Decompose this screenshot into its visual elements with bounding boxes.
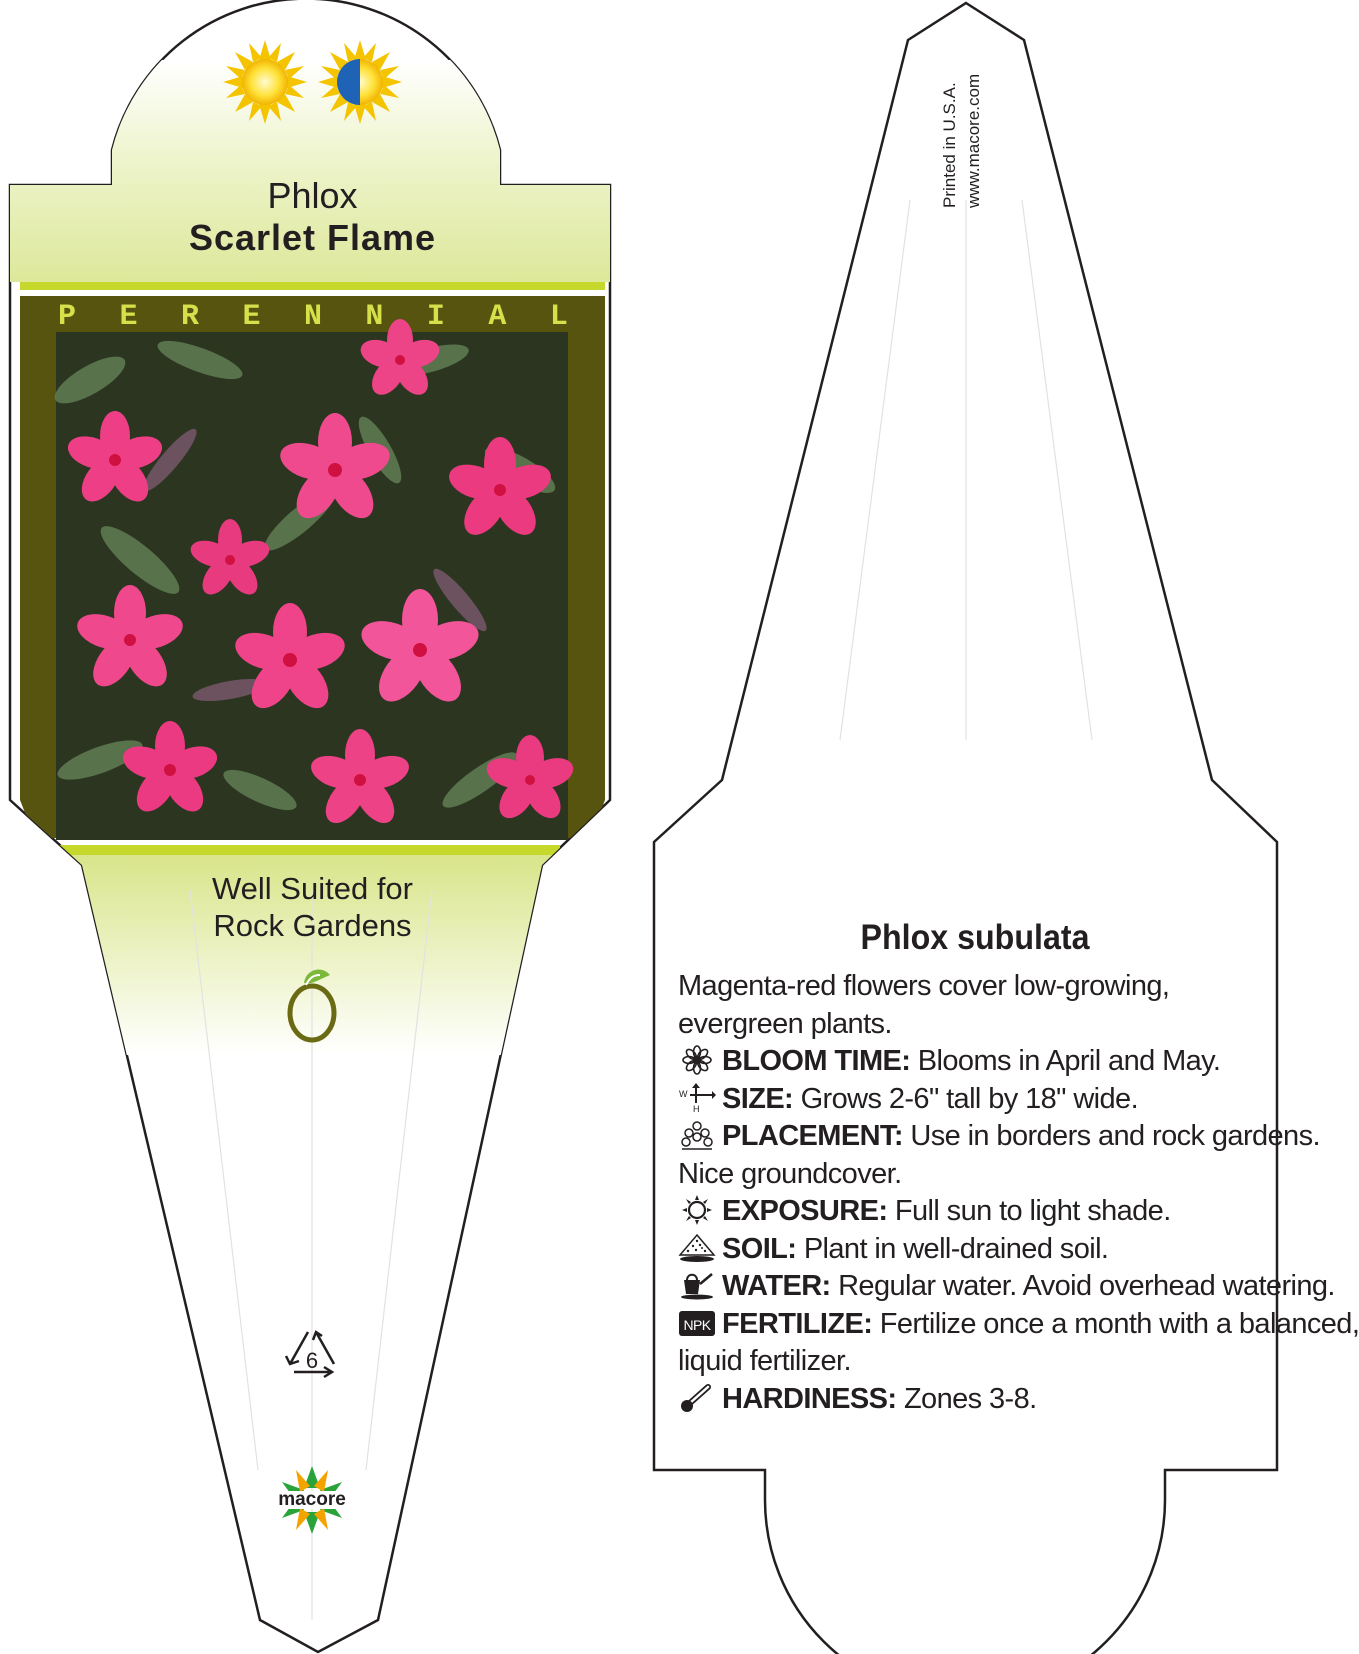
recycle-number: 6 [305,1348,319,1373]
printed-text: Printed in U.S.A. [940,82,959,208]
variety-name: Scarlet Flame [188,217,437,258]
watering-can-icon [678,1270,716,1300]
care-info: Magenta-red flowers cover low-growing, evergreen plants. BLOOM TIME: Blooms in April and May. W H SIZE: Grows 2-6" tall by 18" wide. PLACEMENT: Use in borders and rock gardens. Nice groundcover. EXPOSURE: Full sun to light shade. SOIL: Plant in well-drained soil. WATER: Regular water. Avoid overhead watering. NPK FERTILIZE: Fertilize once a month with a balanced, liquid fertilizer. HARDINESS: Zones 3-8. [678,968,1278,1418]
soil-row: SOIL: Plant in well-drained soil. [678,1231,1278,1269]
feature-text: Well Suited for Rock Gardens [211,871,413,943]
fertilize-row: NPK FERTILIZE: Fertilize once a month with a balanced, [678,1306,1278,1344]
svg-text:NPK: NPK [683,1316,711,1333]
placement-icon [678,1120,716,1150]
website-text: www.macore.com [964,73,983,208]
exposure-row: EXPOSURE: Full sun to light shade. [678,1193,1278,1231]
brand-name: macore [278,1489,346,1510]
hardiness-row: HARDINESS: Zones 3-8. [678,1381,1278,1419]
print-info [940,50,986,210]
svg-text:W: W [679,1088,687,1099]
water-row: WATER: Regular water. Avoid overhead watering. [678,1268,1278,1306]
full-sun-icon [223,40,307,124]
flower-icon [678,1045,716,1075]
thermometer-icon [678,1383,716,1413]
botanical-name: Phlox subulata [860,918,1090,957]
sun-icon [678,1195,716,1225]
plant-photo [48,319,577,840]
plant-name: Phlox [267,175,358,216]
soil-icon [678,1233,716,1263]
category-label: P E R E N N I A L [58,300,568,334]
part-shade-icon [318,40,402,124]
size-icon [678,1083,716,1113]
description: Magenta-red flowers cover low-growing, evergreen plants. [678,970,1170,1040]
fertilizer-icon [678,1308,716,1338]
bloom-time-row: BLOOM TIME: Blooms in April and May. [678,1043,1278,1081]
size-row: W H SIZE: Grows 2-6" tall by 18" wide. [679,1082,1139,1115]
placement-row: PLACEMENT: Use in borders and rock gardens. [678,1118,1278,1156]
svg-text:H: H [693,1103,699,1114]
